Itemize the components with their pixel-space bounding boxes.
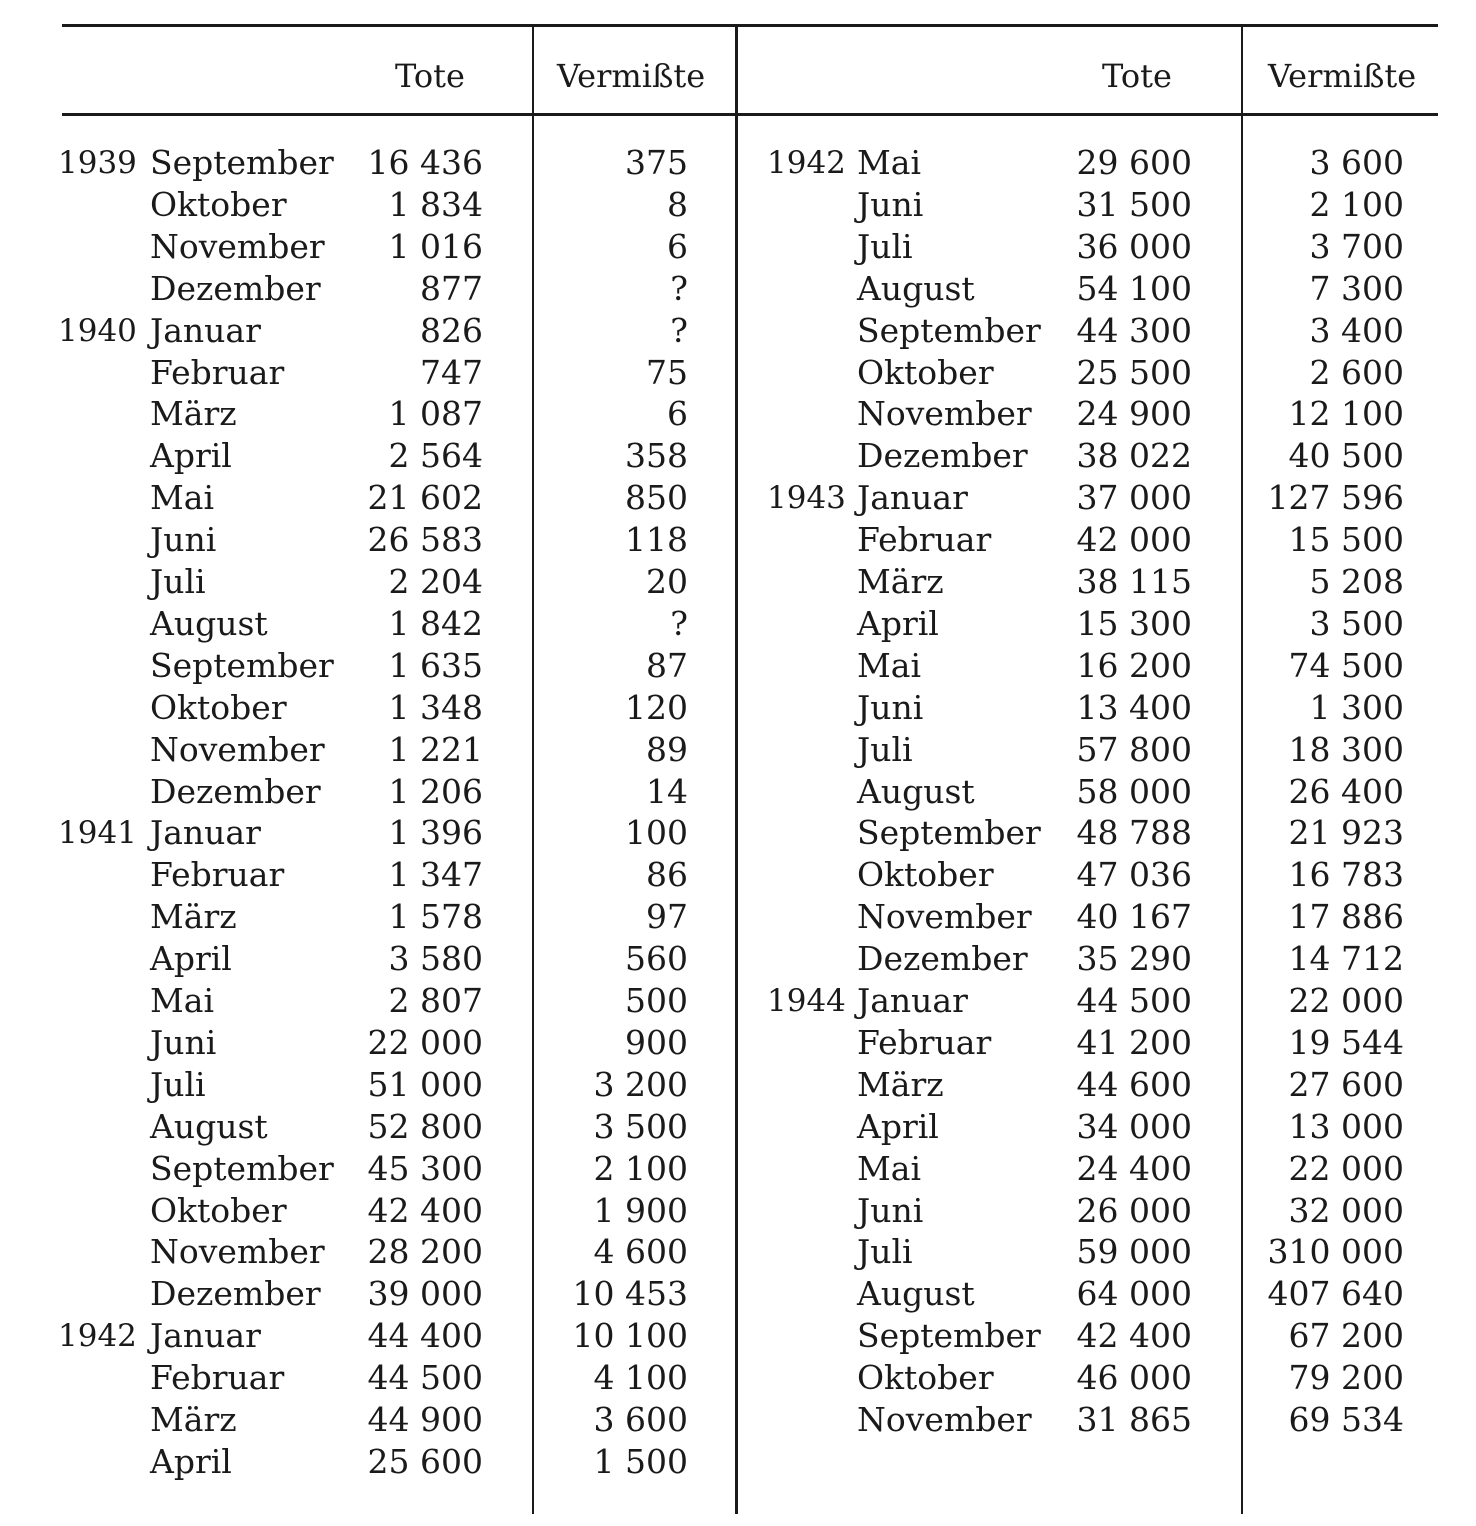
missing-cell: ?	[670, 311, 688, 350]
dead-cell: 3 580	[388, 939, 483, 978]
missing-cell: 6	[667, 394, 688, 433]
month-cell: August	[150, 604, 268, 643]
missing-cell: 18 300	[1288, 730, 1404, 769]
dead-cell: 29 600	[1076, 143, 1192, 182]
dead-cell: 1 221	[388, 730, 483, 769]
month-cell: Januar	[857, 478, 968, 517]
month-cell: Januar	[150, 813, 261, 852]
dead-cell: 45 300	[367, 1149, 483, 1188]
missing-cell: 310 000	[1267, 1232, 1404, 1271]
missing-cell: 900	[625, 1023, 688, 1062]
month-cell: Dezember	[857, 436, 1028, 475]
missing-cell: 14	[646, 772, 688, 811]
dead-cell: 25 600	[367, 1442, 483, 1481]
month-cell: Dezember	[150, 772, 321, 811]
header-left-dead: Tote	[395, 57, 465, 95]
dead-cell: 28 200	[367, 1232, 483, 1271]
dead-cell: 16 436	[367, 143, 483, 182]
dead-cell: 52 800	[367, 1107, 483, 1146]
missing-cell: 40 500	[1288, 436, 1404, 475]
missing-cell: 3 600	[593, 1400, 688, 1439]
dead-cell: 1 578	[388, 897, 483, 936]
dead-cell: 1 016	[388, 227, 483, 266]
month-cell: Dezember	[150, 269, 321, 308]
month-cell: August	[857, 269, 975, 308]
dead-cell: 13 400	[1076, 688, 1192, 727]
missing-cell: 3 200	[593, 1065, 688, 1104]
month-cell: Februar	[857, 1023, 992, 1062]
dead-cell: 1 635	[388, 646, 483, 685]
dead-cell: 64 000	[1076, 1274, 1192, 1313]
missing-cell: 26 400	[1288, 772, 1404, 811]
month-cell: Juli	[857, 1232, 913, 1271]
dead-cell: 44 900	[367, 1400, 483, 1439]
dead-cell: 22 000	[367, 1023, 483, 1062]
dead-cell: 42 400	[367, 1191, 483, 1230]
month-cell: Februar	[150, 855, 285, 894]
dead-cell: 57 800	[1076, 730, 1192, 769]
year-cell: 1942	[767, 145, 846, 181]
dead-cell: 877	[420, 269, 483, 308]
month-cell: April	[857, 604, 939, 643]
year-cell: 1941	[58, 815, 137, 851]
header-left-missing: Vermißte	[557, 57, 706, 95]
month-cell: Januar	[150, 1316, 261, 1355]
dead-cell: 42 000	[1076, 520, 1192, 559]
dead-cell: 1 348	[388, 688, 483, 727]
missing-cell: 27 600	[1288, 1065, 1404, 1104]
missing-cell: 4 100	[593, 1358, 688, 1397]
month-cell: November	[150, 730, 325, 769]
missing-cell: 89	[646, 730, 688, 769]
missing-cell: 850	[625, 478, 688, 517]
month-cell: April	[150, 436, 232, 475]
month-cell: Februar	[150, 1358, 285, 1397]
missing-cell: 15 500	[1288, 520, 1404, 559]
missing-cell: 100	[625, 813, 688, 852]
dead-cell: 25 500	[1076, 353, 1192, 392]
missing-cell: 1 300	[1309, 688, 1404, 727]
dead-cell: 1 206	[388, 772, 483, 811]
dead-cell: 44 300	[1076, 311, 1192, 350]
month-cell: Mai	[857, 646, 922, 685]
dead-cell: 59 000	[1076, 1232, 1192, 1271]
dead-cell: 24 400	[1076, 1149, 1192, 1188]
missing-cell: 2 600	[1309, 353, 1404, 392]
dead-cell: 44 600	[1076, 1065, 1192, 1104]
missing-cell: 1 500	[593, 1442, 688, 1481]
month-cell: Januar	[857, 981, 968, 1020]
missing-cell: 120	[625, 688, 688, 727]
month-cell: November	[150, 1232, 325, 1271]
month-cell: Februar	[150, 353, 285, 392]
month-cell: Oktober	[857, 353, 994, 392]
missing-cell: 69 534	[1288, 1400, 1404, 1439]
year-cell: 1944	[767, 983, 846, 1019]
dead-cell: 40 167	[1076, 897, 1192, 936]
month-cell: Mai	[857, 1149, 922, 1188]
header-right-missing: Vermißte	[1268, 57, 1417, 95]
month-cell: Juli	[150, 1065, 206, 1104]
missing-cell: 127 596	[1267, 478, 1404, 517]
month-cell: Oktober	[150, 185, 287, 224]
missing-cell: 3 400	[1309, 311, 1404, 350]
dead-cell: 31 865	[1076, 1400, 1192, 1439]
dead-cell: 2 204	[388, 562, 483, 601]
year-cell: 1939	[58, 145, 137, 181]
month-cell: Juni	[857, 1191, 924, 1230]
month-cell: April	[150, 1442, 232, 1481]
missing-cell: 86	[646, 855, 688, 894]
month-cell: Juli	[150, 562, 206, 601]
missing-cell: 3 600	[1309, 143, 1404, 182]
missing-cell: 407 640	[1267, 1274, 1404, 1313]
missing-cell: 4 600	[593, 1232, 688, 1271]
missing-cell: 67 200	[1288, 1316, 1404, 1355]
month-cell: Oktober	[150, 688, 287, 727]
month-cell: November	[857, 1400, 1032, 1439]
dead-cell: 38 115	[1076, 562, 1192, 601]
month-cell: März	[857, 1065, 944, 1104]
missing-cell: 75	[646, 353, 688, 392]
missing-cell: 7 300	[1309, 269, 1404, 308]
missing-cell: 1 900	[593, 1191, 688, 1230]
dead-cell: 54 100	[1076, 269, 1192, 308]
missing-cell: 20	[646, 562, 688, 601]
missing-cell: 13 000	[1288, 1107, 1404, 1146]
dead-cell: 46 000	[1076, 1358, 1192, 1397]
dead-cell: 34 000	[1076, 1107, 1192, 1146]
missing-cell: ?	[670, 269, 688, 308]
month-cell: Oktober	[150, 1191, 287, 1230]
dead-cell: 2 564	[388, 436, 483, 475]
dead-cell: 51 000	[367, 1065, 483, 1104]
month-cell: November	[857, 394, 1032, 433]
missing-cell: 97	[646, 897, 688, 936]
month-cell: November	[857, 897, 1032, 936]
dead-cell: 48 788	[1076, 813, 1192, 852]
dead-cell: 39 000	[367, 1274, 483, 1313]
dead-cell: 1 347	[388, 855, 483, 894]
year-cell: 1943	[767, 480, 846, 516]
month-cell: April	[857, 1107, 939, 1146]
year-cell: 1940	[58, 313, 137, 349]
month-cell: September	[150, 143, 334, 182]
dead-cell: 44 500	[1076, 981, 1192, 1020]
missing-cell: 3 500	[593, 1107, 688, 1146]
missing-cell: 22 000	[1288, 981, 1404, 1020]
month-cell: Juni	[857, 688, 924, 727]
month-cell: Juni	[857, 185, 924, 224]
month-cell: Mai	[150, 981, 215, 1020]
column-divider-middle	[735, 26, 738, 1514]
dead-cell: 1 087	[388, 394, 483, 433]
month-cell: März	[857, 562, 944, 601]
header-right-dead: Tote	[1102, 57, 1172, 95]
month-cell: Mai	[150, 478, 215, 517]
month-cell: September	[857, 1316, 1041, 1355]
month-cell: Juni	[150, 1023, 217, 1062]
missing-cell: 118	[625, 520, 688, 559]
missing-cell: 74 500	[1288, 646, 1404, 685]
month-cell: Juli	[857, 227, 913, 266]
month-cell: September	[150, 646, 334, 685]
dead-cell: 16 200	[1076, 646, 1192, 685]
missing-cell: 10 453	[572, 1274, 688, 1313]
dead-cell: 26 000	[1076, 1191, 1192, 1230]
dead-cell: 35 290	[1076, 939, 1192, 978]
dead-cell: 38 022	[1076, 436, 1192, 475]
month-cell: April	[150, 939, 232, 978]
missing-cell: 12 100	[1288, 394, 1404, 433]
month-cell: Mai	[857, 143, 922, 182]
dead-cell: 36 000	[1076, 227, 1192, 266]
missing-cell: 21 923	[1288, 813, 1404, 852]
month-cell: August	[150, 1107, 268, 1146]
month-cell: August	[857, 772, 975, 811]
dead-cell: 21 602	[367, 478, 483, 517]
missing-cell: 3 500	[1309, 604, 1404, 643]
month-cell: März	[150, 1400, 237, 1439]
month-cell: Oktober	[857, 855, 994, 894]
missing-cell: 14 712	[1288, 939, 1404, 978]
dead-cell: 41 200	[1076, 1023, 1192, 1062]
dead-cell: 15 300	[1076, 604, 1192, 643]
month-cell: März	[150, 394, 237, 433]
missing-cell: 17 886	[1288, 897, 1404, 936]
month-cell: August	[857, 1274, 975, 1313]
dead-cell: 44 400	[367, 1316, 483, 1355]
month-cell: Januar	[150, 311, 261, 350]
dead-cell: 24 900	[1076, 394, 1192, 433]
dead-cell: 26 583	[367, 520, 483, 559]
month-cell: September	[150, 1149, 334, 1188]
month-cell: November	[150, 227, 325, 266]
year-cell: 1942	[58, 1318, 137, 1354]
dead-cell: 42 400	[1076, 1316, 1192, 1355]
dead-cell: 1 396	[388, 813, 483, 852]
missing-cell: 19 544	[1288, 1023, 1404, 1062]
missing-cell: 10 100	[572, 1316, 688, 1355]
month-cell: Dezember	[857, 939, 1028, 978]
dead-cell: 1 834	[388, 185, 483, 224]
month-cell: Juli	[857, 730, 913, 769]
month-cell: September	[857, 813, 1041, 852]
dead-cell: 1 842	[388, 604, 483, 643]
missing-cell: 358	[625, 436, 688, 475]
missing-cell: 8	[667, 185, 688, 224]
missing-cell: 22 000	[1288, 1149, 1404, 1188]
missing-cell: 32 000	[1288, 1191, 1404, 1230]
dead-cell: 31 500	[1076, 185, 1192, 224]
missing-cell: ?	[670, 604, 688, 643]
missing-cell: 79 200	[1288, 1358, 1404, 1397]
missing-cell: 3 700	[1309, 227, 1404, 266]
missing-cell: 6	[667, 227, 688, 266]
dead-cell: 44 500	[367, 1358, 483, 1397]
dead-cell: 37 000	[1076, 478, 1192, 517]
month-cell: März	[150, 897, 237, 936]
missing-cell: 2 100	[593, 1149, 688, 1188]
header-rule	[62, 113, 1438, 116]
dead-cell: 47 036	[1076, 855, 1192, 894]
missing-cell: 5 208	[1309, 562, 1404, 601]
dead-cell: 2 807	[388, 981, 483, 1020]
dead-cell: 58 000	[1076, 772, 1192, 811]
month-cell: Oktober	[857, 1358, 994, 1397]
month-cell: Dezember	[150, 1274, 321, 1313]
missing-cell: 560	[625, 939, 688, 978]
missing-cell: 500	[625, 981, 688, 1020]
missing-cell: 375	[625, 143, 688, 182]
month-cell: Februar	[857, 520, 992, 559]
missing-cell: 16 783	[1288, 855, 1404, 894]
dead-cell: 826	[420, 311, 483, 350]
top-rule	[62, 24, 1438, 27]
month-cell: Juni	[150, 520, 217, 559]
month-cell: September	[857, 311, 1041, 350]
dead-cell: 747	[420, 353, 483, 392]
missing-cell: 2 100	[1309, 185, 1404, 224]
missing-cell: 87	[646, 646, 688, 685]
